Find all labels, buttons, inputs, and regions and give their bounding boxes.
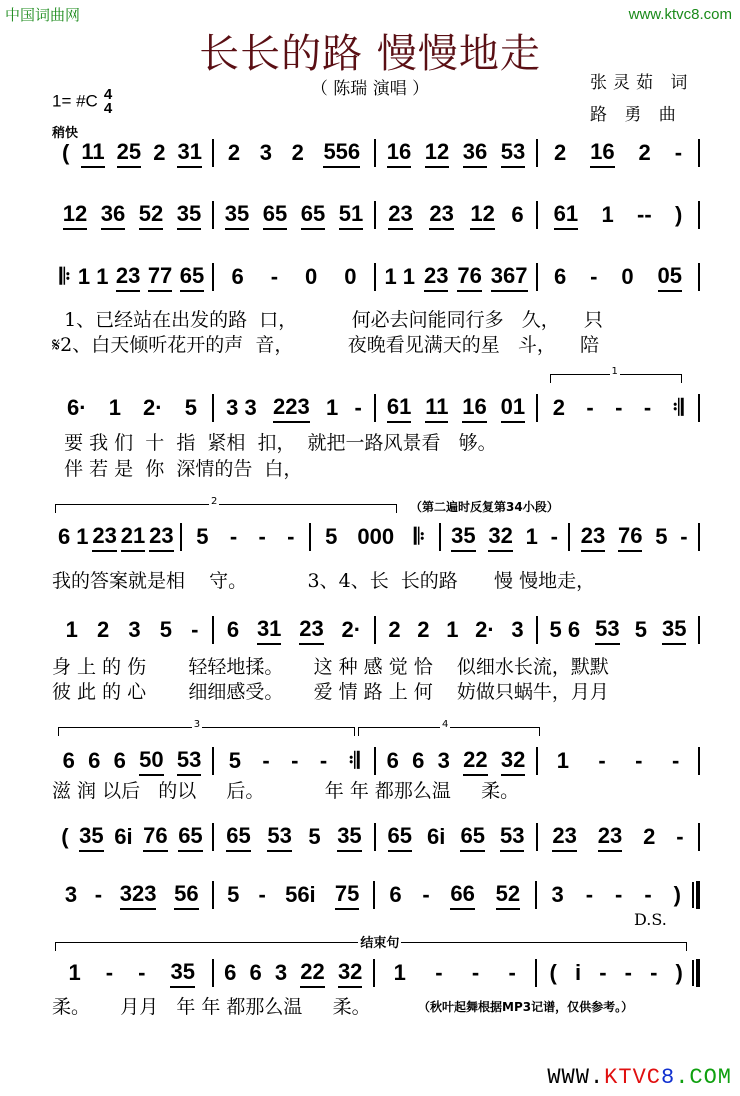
note: 6 <box>553 264 567 289</box>
note: 2 <box>96 617 110 642</box>
measure <box>376 617 536 643</box>
note: 35 <box>451 523 475 552</box>
note: 6 <box>113 748 126 773</box>
note: 16 <box>462 394 486 423</box>
tempo: 稍快 <box>52 126 79 141</box>
note: 65 <box>180 263 204 292</box>
note: - <box>287 524 295 549</box>
note: 65 <box>388 823 412 852</box>
barline <box>696 881 700 909</box>
note: 6 <box>231 264 244 289</box>
note: i <box>574 960 582 985</box>
note: 25 <box>117 139 141 168</box>
note: 76 <box>143 823 167 852</box>
note: 6 <box>226 617 240 642</box>
note: 50 <box>139 747 163 776</box>
note: 𝄆 <box>59 264 71 289</box>
notation-row <box>52 822 700 852</box>
note: 0 <box>305 264 318 289</box>
measure <box>376 263 536 292</box>
measure <box>52 139 212 168</box>
note: 5 <box>634 617 647 642</box>
note: - <box>191 617 199 642</box>
note: 16 <box>590 139 614 168</box>
note: 23 <box>92 523 116 552</box>
note: - <box>291 748 299 773</box>
measure <box>538 823 698 852</box>
note: 6 <box>249 960 262 985</box>
note: 23 <box>388 201 412 230</box>
key: 1= #C <box>52 91 98 111</box>
note: - <box>674 140 683 165</box>
measure <box>376 394 536 423</box>
note: 23 <box>598 823 622 852</box>
song-title: 长长的路 慢慢地走 <box>199 31 541 77</box>
note: 23 <box>429 201 453 230</box>
note: - <box>598 748 606 773</box>
lyrics-line: 身 上 的 伤 轻轻地揉。 这 种 感 觉 恰 似细水长流，默默 <box>52 656 609 678</box>
barline <box>698 523 700 551</box>
measure <box>214 394 374 423</box>
measure <box>311 524 439 550</box>
note: 6 1 <box>57 524 89 549</box>
note: 1 <box>65 617 78 642</box>
note: 23 <box>581 523 605 552</box>
note: 53 <box>267 823 291 852</box>
note: 6 <box>224 960 237 985</box>
note: - <box>615 395 623 420</box>
measure <box>214 139 374 168</box>
barline <box>698 616 700 644</box>
note: 56i <box>285 882 316 907</box>
measure <box>52 263 212 292</box>
measure <box>214 823 374 852</box>
dal-segno: D.S. <box>634 910 667 929</box>
note: 77 <box>148 263 172 292</box>
note: - <box>138 960 146 985</box>
lyrics-line: 伴 若 是 你 深情的告 白， <box>52 458 303 480</box>
volta-number: 4 <box>442 719 449 730</box>
note: 2 <box>388 617 401 642</box>
measure <box>538 616 698 645</box>
note: - <box>586 395 594 420</box>
note: 2 <box>553 140 567 165</box>
lyrics-line: 要 我 们 十 指 紧相 扣， 就把一路风景看 够。 <box>52 432 497 454</box>
note: - <box>644 882 652 907</box>
barline <box>698 394 700 422</box>
note: 23 <box>149 523 173 552</box>
note: 6 <box>389 882 402 907</box>
note: 556 <box>323 139 360 168</box>
note: 2 <box>643 824 656 849</box>
volta-number: 3 <box>193 719 201 730</box>
note: 75 <box>335 881 359 910</box>
note: 21 <box>121 523 145 552</box>
note: 65 <box>263 201 287 230</box>
note: 1 <box>525 524 538 549</box>
note: - <box>270 264 279 289</box>
note: 53 <box>501 139 525 168</box>
note: 53 <box>500 823 524 852</box>
note: 3 <box>437 748 450 773</box>
note: 367 <box>491 263 528 292</box>
note: - <box>676 824 684 849</box>
note: 5 <box>184 395 197 420</box>
note: 3 <box>551 882 564 907</box>
note: - <box>354 395 362 420</box>
lyrics-line: 我的答案就是相 守。 3、4、长 长的路 慢 慢地走， <box>52 570 596 592</box>
note: 3 <box>64 882 78 907</box>
note: 6 <box>511 202 524 227</box>
note: 5 6 <box>549 617 581 642</box>
measure <box>214 201 374 230</box>
site-name: 中国词曲网 <box>5 6 81 24</box>
note: 2· <box>341 617 362 642</box>
measure <box>375 881 535 910</box>
measure <box>376 747 536 776</box>
note: - <box>550 524 558 549</box>
volta-bracket <box>58 719 355 736</box>
note: 2 <box>638 140 651 165</box>
note: 5 <box>227 882 240 907</box>
measure <box>52 823 212 852</box>
note: -- <box>637 202 652 227</box>
time-top: 4 <box>103 86 113 103</box>
note: ( <box>549 960 557 985</box>
note: 1 <box>556 748 569 773</box>
lyrics-line: 1、已经站在出发的路 口， 何必去问能同行多 久， 只 <box>52 309 603 331</box>
note: 5 <box>308 824 321 849</box>
note: 53 <box>595 616 619 645</box>
note: 3 3 <box>226 395 257 420</box>
note: 5 <box>325 524 338 549</box>
measure <box>375 960 535 986</box>
note: 32 <box>338 959 362 988</box>
note: 2 <box>552 395 565 420</box>
note: 000 <box>357 524 395 549</box>
note: 6i <box>114 824 133 849</box>
measure <box>537 882 697 908</box>
measure <box>538 748 698 774</box>
note: 11 <box>425 394 448 423</box>
measure <box>52 395 212 421</box>
note: 22 <box>463 747 487 776</box>
note: 01 <box>501 394 525 423</box>
volta-bracket <box>55 496 397 513</box>
note: 5 <box>159 617 172 642</box>
note: 22 <box>300 959 324 988</box>
note: 0 <box>344 264 357 289</box>
note: 1 <box>393 960 406 985</box>
note: 23 <box>299 616 323 645</box>
note: 0 <box>621 264 634 289</box>
note: - <box>671 748 680 773</box>
note: 35 <box>337 823 361 852</box>
note: 32 <box>488 523 512 552</box>
volta-number: 2 <box>211 496 218 507</box>
volta-bracket <box>358 719 540 736</box>
note: 35 <box>177 201 201 230</box>
note: ) <box>673 882 681 907</box>
measure <box>441 523 569 552</box>
note: 52 <box>496 881 520 910</box>
measure <box>376 201 536 230</box>
note: 2 <box>417 617 430 642</box>
lyrics-line: 柔。 月月 年 年 都那么温 柔。 <box>52 996 371 1018</box>
note: - <box>258 524 266 549</box>
note: 6 <box>412 748 425 773</box>
note: - <box>229 524 238 549</box>
measure <box>214 959 374 988</box>
note: 12 <box>470 201 494 230</box>
singer: （ 陈瑞 演唱 ） <box>310 79 430 99</box>
note: 6 <box>386 748 399 773</box>
note: 16 <box>387 139 411 168</box>
note: 65 <box>226 823 250 852</box>
note: ) <box>675 960 683 985</box>
note: 32 <box>501 747 525 776</box>
measure <box>376 823 536 852</box>
lyricist: 张灵茹 词 <box>590 73 694 93</box>
footnote: （秋叶起舞根据MP3记谱，仅供参考。） <box>418 1000 634 1014</box>
notation-row <box>52 880 700 910</box>
note: 36 <box>101 201 125 230</box>
note: ( <box>62 140 70 165</box>
notation-row <box>52 522 700 552</box>
measure <box>538 139 698 168</box>
note: 1 <box>68 960 81 985</box>
note: - <box>615 882 623 907</box>
note: ( <box>61 824 69 849</box>
note: 3 <box>511 617 524 642</box>
note: 3 <box>128 617 141 642</box>
measure <box>538 263 698 292</box>
note: 61 <box>387 394 411 423</box>
lyrics-line: 𝄋2、白天倾听花开的声 音， 夜晚看见满天的星 斗， 陪 <box>52 334 599 356</box>
composer: 路 勇 曲 <box>590 105 682 125</box>
measure <box>214 616 374 645</box>
notation-row <box>52 958 700 988</box>
note: 223 <box>273 394 310 423</box>
note: - <box>635 748 643 773</box>
site-url[interactable]: www.ktvc8.com <box>628 6 732 23</box>
note: - <box>258 882 266 907</box>
barline <box>698 263 700 291</box>
note: 23 <box>116 263 140 292</box>
note: - <box>624 960 632 985</box>
note: 2 <box>291 140 304 165</box>
note: 11 <box>81 139 104 168</box>
note: 61 <box>554 201 578 230</box>
note: 35 <box>225 201 249 230</box>
measure <box>214 881 374 910</box>
note: 5 <box>655 524 668 549</box>
note: 2· <box>143 395 163 420</box>
measure <box>52 959 212 988</box>
note: 05 <box>658 263 682 292</box>
note: 56 <box>174 881 198 910</box>
note: 1 <box>325 395 339 420</box>
ending-label: 结束句 <box>358 932 401 951</box>
volta-bracket <box>550 366 682 383</box>
note: - <box>422 882 430 907</box>
note: 35 <box>170 959 194 988</box>
note: 5 <box>228 748 241 773</box>
measure <box>52 747 212 776</box>
notation-row <box>52 615 700 645</box>
measure <box>52 523 180 552</box>
barline <box>698 823 700 851</box>
time-signature <box>104 88 112 116</box>
measure <box>52 201 212 230</box>
note: 31 <box>177 139 201 168</box>
note: - <box>262 748 270 773</box>
measure <box>52 617 212 643</box>
volta-bracket <box>55 936 687 951</box>
barline <box>698 747 700 775</box>
note: - <box>650 960 658 985</box>
note: - <box>680 524 688 549</box>
barline <box>698 139 700 167</box>
note: 12 <box>63 201 87 230</box>
note: 2· <box>475 617 495 642</box>
note: - <box>585 882 594 907</box>
footer-logo: WWW.KTVC8.COM <box>547 1065 732 1090</box>
note: 2 <box>153 140 166 165</box>
note: 65 <box>460 823 484 852</box>
barline <box>696 959 700 987</box>
measure <box>214 264 374 290</box>
measure <box>537 960 697 986</box>
barline <box>698 201 700 229</box>
note: 6 <box>88 748 101 773</box>
measure <box>376 139 536 168</box>
measure <box>570 523 698 552</box>
note: 6· <box>67 395 87 420</box>
note: 5 <box>196 524 209 549</box>
key-signature <box>52 88 112 116</box>
note: 35 <box>79 823 103 852</box>
notation-row <box>52 138 700 168</box>
notation-row <box>52 393 700 423</box>
note: 6i <box>427 824 446 849</box>
note: - <box>599 960 607 985</box>
note: 𝄇 <box>348 748 360 773</box>
note: 1 <box>446 617 459 642</box>
measure <box>52 881 212 910</box>
notation-row <box>52 200 700 230</box>
note: 53 <box>177 747 201 776</box>
note: 66 <box>450 881 474 910</box>
note: 65 <box>301 201 325 230</box>
note: 𝄆 <box>414 524 425 549</box>
note: 31 <box>257 616 281 645</box>
note: 23 <box>424 263 448 292</box>
note: - <box>471 960 480 985</box>
note: 323 <box>120 881 157 910</box>
note: 𝄇 <box>672 395 684 420</box>
note: 51 <box>339 201 363 230</box>
note: 36 <box>463 139 487 168</box>
lyrics-line: 滋 润 以后 的以 后。 年 年 都那么温 柔。 <box>52 780 520 802</box>
measure <box>538 395 698 421</box>
note: 65 <box>178 823 202 852</box>
note: - <box>643 395 652 420</box>
note: - <box>508 960 516 985</box>
note: 35 <box>662 616 686 645</box>
note: - <box>94 882 103 907</box>
note: 76 <box>457 263 481 292</box>
notation-row <box>52 746 700 776</box>
notation-row <box>52 262 700 292</box>
note: 52 <box>139 201 163 230</box>
note: 2 <box>227 140 241 165</box>
measure <box>538 201 698 230</box>
note: - <box>435 960 443 985</box>
note: 1 1 <box>77 264 109 289</box>
lyrics-line: 彼 此 的 心 细细感受。 爱 情 路 上 何 妨做只蜗牛，月月 <box>52 681 609 703</box>
measure <box>214 748 374 774</box>
measure <box>182 524 310 550</box>
note: 6 <box>62 748 75 773</box>
note: - <box>590 264 598 289</box>
note: ) <box>674 202 683 227</box>
note: 1 <box>601 202 614 227</box>
time-bottom: 4 <box>103 100 113 117</box>
note: 1 <box>108 395 121 420</box>
note: - <box>319 748 328 773</box>
note: 12 <box>425 139 449 168</box>
volta-number: 1 <box>611 366 618 377</box>
note: 1 1 <box>384 264 416 289</box>
repeat-note: （第二遍时反复第34小段） <box>410 500 559 514</box>
note: 3 <box>259 140 272 165</box>
note: 23 <box>552 823 576 852</box>
note: 3 <box>274 960 288 985</box>
note: 76 <box>618 523 642 552</box>
note: - <box>105 960 114 985</box>
